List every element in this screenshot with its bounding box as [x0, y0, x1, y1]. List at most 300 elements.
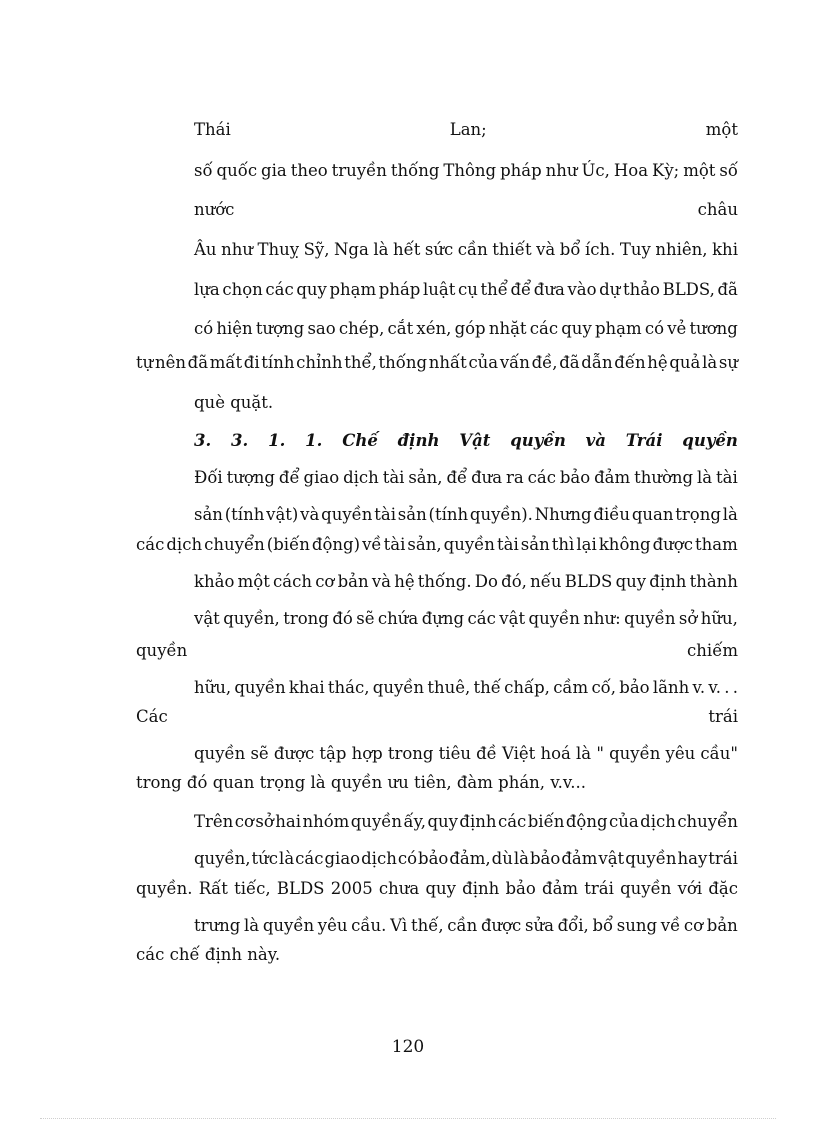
word: thác,	[327, 678, 370, 697]
word: định	[459, 812, 497, 831]
word: tức	[251, 849, 279, 868]
text-line	[194, 571, 738, 593]
word: theo	[290, 161, 328, 180]
word: bảo	[505, 879, 536, 898]
word: chiếm	[687, 641, 738, 660]
word: cụ	[457, 280, 478, 299]
word: đề	[476, 744, 497, 763]
word: lựa	[194, 280, 220, 299]
text-line	[194, 239, 738, 261]
word: hiện	[216, 319, 253, 338]
word: 1.	[268, 431, 286, 450]
word: thế	[473, 678, 501, 697]
word: Đối	[194, 468, 223, 487]
text-line	[194, 318, 738, 340]
word: bảo	[619, 678, 650, 697]
word: cách	[273, 572, 312, 591]
word: tài	[716, 468, 738, 487]
text-line	[194, 811, 738, 833]
word: tài	[496, 535, 519, 554]
text-line	[194, 199, 738, 221]
word: các	[527, 468, 556, 487]
word: cầu"	[700, 744, 738, 763]
word: trong	[387, 744, 434, 763]
word: chỉnh	[296, 353, 343, 372]
word: bản	[706, 916, 738, 935]
word: quy	[615, 572, 647, 591]
word: trọng	[675, 505, 721, 524]
word: thế,	[410, 916, 444, 935]
word: và	[300, 505, 320, 524]
word: tính	[261, 353, 295, 372]
word: quyền	[528, 609, 580, 628]
word: BLDS	[564, 572, 613, 591]
word: quyền	[321, 505, 373, 524]
word: đảm	[561, 849, 598, 868]
text-line	[194, 743, 738, 765]
text-line	[194, 392, 273, 414]
text-line	[136, 640, 738, 662]
text-line	[194, 677, 738, 699]
word: và	[371, 572, 391, 591]
word: dịch	[361, 849, 397, 868]
word: 3.	[231, 431, 249, 450]
word: v.	[708, 678, 721, 697]
word: động	[565, 812, 608, 831]
word: thống.	[417, 572, 472, 591]
word: yêu	[665, 744, 696, 763]
word: sở	[678, 609, 698, 628]
word: đảm	[542, 879, 579, 898]
word: các	[529, 319, 559, 338]
word: về	[362, 535, 382, 554]
word: sản	[194, 505, 223, 524]
word: Việt	[502, 744, 536, 763]
word: bảo	[559, 468, 591, 487]
word: quả	[669, 353, 701, 372]
word: một	[237, 572, 270, 591]
word: tiêu	[438, 744, 471, 763]
word: sung	[616, 916, 658, 935]
word: chưa	[378, 879, 420, 898]
word: đến	[614, 353, 646, 372]
word: có	[194, 319, 214, 338]
word: nhóm	[302, 812, 350, 831]
word: BLDS,	[662, 280, 715, 299]
word: đảm	[594, 468, 631, 487]
word: hai	[275, 812, 301, 831]
word: dịch	[166, 535, 203, 554]
word: v.v...	[550, 773, 587, 792]
word: giao	[324, 849, 361, 868]
word: Các	[136, 707, 168, 726]
word: sức	[424, 240, 454, 259]
word: quyền	[620, 879, 672, 898]
word: yêu	[317, 916, 348, 935]
word: BLDS	[276, 879, 325, 898]
word: góp	[454, 319, 486, 338]
word: đó	[186, 773, 208, 792]
word: phạm	[594, 319, 642, 338]
word: động)	[311, 535, 361, 554]
word: tài	[383, 535, 406, 554]
word: là	[576, 744, 592, 763]
text-line	[194, 160, 738, 182]
word: định	[204, 945, 242, 964]
word: ấy,	[403, 812, 426, 831]
word: điều	[593, 505, 631, 524]
word: trái	[708, 707, 738, 726]
word: đã	[717, 280, 738, 299]
word: dịch	[640, 812, 676, 831]
word: các	[136, 535, 165, 554]
word: hợp	[351, 744, 383, 763]
word: gia	[261, 161, 287, 180]
word: đưa	[471, 468, 503, 487]
word: quyền	[234, 678, 286, 697]
word: vẻ	[667, 319, 687, 338]
word: dù	[491, 849, 513, 868]
page-number: 120	[391, 1037, 425, 1057]
word: tài	[374, 505, 396, 524]
word: quy	[427, 812, 458, 831]
word: trọng	[259, 773, 306, 792]
word: là	[513, 849, 529, 868]
word: và	[585, 431, 606, 450]
text-line	[136, 878, 738, 900]
word: sản	[520, 535, 550, 554]
word: dẫn	[581, 353, 613, 372]
word: khảo	[194, 572, 235, 591]
word: là	[373, 240, 389, 259]
word: Thái	[194, 120, 231, 139]
word: cơ	[315, 572, 335, 591]
word: vật	[598, 849, 625, 868]
word: vật	[499, 609, 526, 628]
word: đàm	[456, 773, 493, 792]
word: quy	[296, 280, 327, 299]
word: Sỹ,	[303, 240, 330, 259]
word: xén,	[416, 319, 452, 338]
word: Trái	[625, 431, 663, 450]
text-line	[194, 915, 738, 937]
word: là	[697, 468, 713, 487]
text-line	[136, 772, 586, 794]
word: tài	[382, 468, 405, 487]
word: định	[649, 572, 687, 591]
word: phạm	[329, 280, 377, 299]
word: bản	[337, 572, 369, 591]
word: Nhưng	[534, 505, 592, 524]
text-line	[194, 119, 738, 141]
word: 2005	[330, 879, 373, 898]
word: với	[677, 879, 703, 898]
word: thể,	[344, 353, 377, 372]
word: .	[732, 678, 738, 697]
word: Kỳ;	[652, 161, 680, 180]
word: đựng	[421, 609, 465, 628]
word: để	[510, 280, 532, 299]
word: được	[273, 744, 315, 763]
word: Thông	[443, 161, 497, 180]
word: sản	[397, 505, 427, 524]
word: quyền	[624, 609, 676, 628]
word: sao	[307, 319, 336, 338]
word: của	[468, 353, 499, 372]
word: truyền	[331, 161, 387, 180]
word: nước	[194, 200, 235, 219]
word: đưa	[533, 280, 565, 299]
word: thống	[378, 353, 428, 372]
word: hay	[677, 849, 708, 868]
word: quy	[561, 319, 592, 338]
word: dự	[599, 280, 621, 299]
word: vật	[194, 609, 220, 628]
word: có	[644, 319, 665, 338]
word: biến	[527, 812, 565, 831]
word: sửa	[524, 916, 554, 935]
word: Lan;	[449, 120, 487, 139]
word: chuyển	[677, 812, 738, 831]
word: nhặt	[488, 319, 527, 338]
word: đề,	[531, 353, 558, 372]
text-line	[136, 352, 738, 374]
word: hết	[392, 240, 421, 259]
word: Vì	[390, 916, 408, 935]
word: lại	[576, 535, 597, 554]
word: chấp,	[504, 678, 550, 697]
word: bổ	[559, 240, 581, 259]
text-line	[194, 608, 738, 630]
word: là	[279, 849, 295, 868]
word: phán,	[498, 773, 546, 792]
word: Úc,	[581, 161, 610, 180]
word: thống	[390, 161, 440, 180]
word: sở	[255, 812, 274, 831]
word: cần	[457, 240, 488, 259]
word: vào	[567, 280, 597, 299]
word: thì	[551, 535, 575, 554]
word: các	[295, 849, 324, 868]
word: tiếc,	[234, 879, 271, 898]
word: trong	[283, 609, 329, 628]
word: "	[596, 744, 604, 763]
word: giao	[303, 468, 340, 487]
word: quyền.	[136, 879, 193, 898]
word: ưu	[387, 773, 409, 792]
word: dịch	[343, 468, 379, 487]
word: trái	[584, 879, 614, 898]
word: cầu.	[351, 916, 387, 935]
word: bảo	[418, 849, 449, 868]
word: khi	[712, 240, 738, 259]
word: .	[724, 678, 730, 697]
word: không	[598, 535, 651, 554]
word: có	[397, 849, 418, 868]
text-line	[194, 504, 738, 526]
word: Trên	[194, 812, 234, 831]
word: Nga	[333, 240, 369, 259]
word: tượng	[226, 468, 275, 487]
word: thường	[634, 468, 694, 487]
word: quyền	[136, 641, 188, 660]
word: trưng	[194, 916, 241, 935]
word: đi	[243, 353, 260, 372]
word: là	[702, 353, 718, 372]
word: quyền	[262, 916, 315, 935]
word: đặc	[708, 879, 738, 898]
word: để	[278, 468, 300, 487]
word: các	[136, 945, 165, 964]
word: đó,	[501, 572, 527, 591]
word: Âu	[194, 240, 217, 259]
word: bảo	[530, 849, 561, 868]
word: quốc	[216, 161, 258, 180]
word: như	[545, 161, 578, 180]
word: nhất	[428, 353, 467, 372]
word: quyền	[443, 535, 495, 554]
word: nhiên,	[655, 240, 708, 259]
word: sự	[718, 353, 738, 372]
word: nếu	[530, 572, 562, 591]
word: tập	[319, 744, 347, 763]
word: hệ	[394, 572, 415, 591]
word: nên	[154, 353, 186, 372]
word: quyền	[625, 849, 677, 868]
word: thể	[480, 280, 508, 299]
word: sản,	[407, 535, 442, 554]
word: v.	[692, 678, 706, 697]
word: trái	[708, 849, 738, 868]
section-heading	[194, 430, 738, 452]
word: 1.	[305, 431, 323, 450]
word: quyền	[194, 744, 246, 763]
word: về	[660, 916, 681, 935]
word: cắt	[387, 319, 414, 338]
word: như	[221, 240, 253, 259]
word: thuê,	[427, 678, 471, 697]
word: tự	[136, 353, 154, 372]
word: hoá	[540, 744, 571, 763]
word: số	[194, 161, 213, 180]
word: được	[652, 535, 693, 554]
word: quyền).	[469, 505, 533, 524]
word: chọn	[222, 280, 263, 299]
word: các	[265, 280, 294, 299]
word: ích.	[584, 240, 616, 259]
word: quyền,	[194, 849, 251, 868]
word: chứa	[377, 609, 419, 628]
word: một	[705, 120, 738, 139]
word: Chế	[342, 431, 378, 450]
word: một	[683, 161, 716, 180]
word: thành	[689, 572, 738, 591]
word: lãnh	[652, 678, 690, 697]
text-line	[136, 706, 738, 728]
word: đổi,	[557, 916, 589, 935]
word: để	[446, 468, 468, 487]
word: ra	[506, 468, 524, 487]
text-line	[194, 848, 738, 870]
word: vấn	[499, 353, 530, 372]
word: quặt.	[230, 393, 274, 412]
word: trong	[136, 773, 182, 792]
word: chế	[169, 945, 200, 964]
word: thảo	[622, 280, 660, 299]
word: số	[719, 161, 738, 180]
text-line	[136, 944, 280, 966]
word: sẽ	[356, 609, 375, 628]
text-line	[194, 279, 738, 301]
word: Tuy	[619, 240, 651, 259]
word: tương	[689, 319, 738, 338]
word: quan	[212, 773, 255, 792]
word: thiết	[492, 240, 532, 259]
word: (biến	[266, 535, 310, 554]
word: quyền	[682, 431, 738, 450]
word: sản,	[408, 468, 443, 487]
word: pháp	[500, 161, 542, 180]
word: của	[608, 812, 639, 831]
word: tiên,	[414, 773, 452, 792]
word: khai	[288, 678, 325, 697]
word: hệ	[647, 353, 668, 372]
word: cơ	[683, 916, 704, 935]
word: Thuỵ	[257, 240, 300, 259]
word: (tính	[224, 505, 265, 524]
word: 3.	[194, 431, 212, 450]
word: mất	[209, 353, 243, 372]
word: cần	[447, 916, 478, 935]
word: châu	[697, 200, 738, 219]
word: đó	[332, 609, 353, 628]
word: hữu,	[700, 609, 738, 628]
word: quyền	[372, 678, 425, 697]
word: Vật	[459, 431, 491, 450]
word: pháp	[378, 280, 421, 299]
word: sẽ	[250, 744, 269, 763]
word: các	[497, 812, 527, 831]
word: quan	[631, 505, 674, 524]
word: quyền,	[223, 609, 280, 628]
page-bottom-divider	[40, 1118, 776, 1119]
word: Rất	[198, 879, 228, 898]
text-line	[194, 467, 738, 489]
word: Hoa	[613, 161, 649, 180]
word: là	[310, 773, 326, 792]
word: này.	[247, 945, 281, 964]
word: vật)	[266, 505, 299, 524]
word: tượng	[255, 319, 305, 338]
word: tham	[695, 535, 738, 554]
word: chép,	[338, 319, 385, 338]
word: chuyển	[204, 535, 265, 554]
word: như:	[583, 609, 621, 628]
word: quyền	[609, 744, 661, 763]
word: các	[467, 609, 496, 628]
word: bổ	[592, 916, 614, 935]
word: đảm,	[449, 849, 491, 868]
word: là	[244, 916, 260, 935]
word: đã	[559, 353, 580, 372]
word: luật	[422, 280, 456, 299]
word: quyền	[510, 431, 566, 450]
text-line	[136, 534, 738, 556]
word: quy	[425, 879, 456, 898]
word: (tính	[428, 505, 469, 524]
word: là	[722, 505, 738, 524]
word: què	[194, 393, 225, 412]
